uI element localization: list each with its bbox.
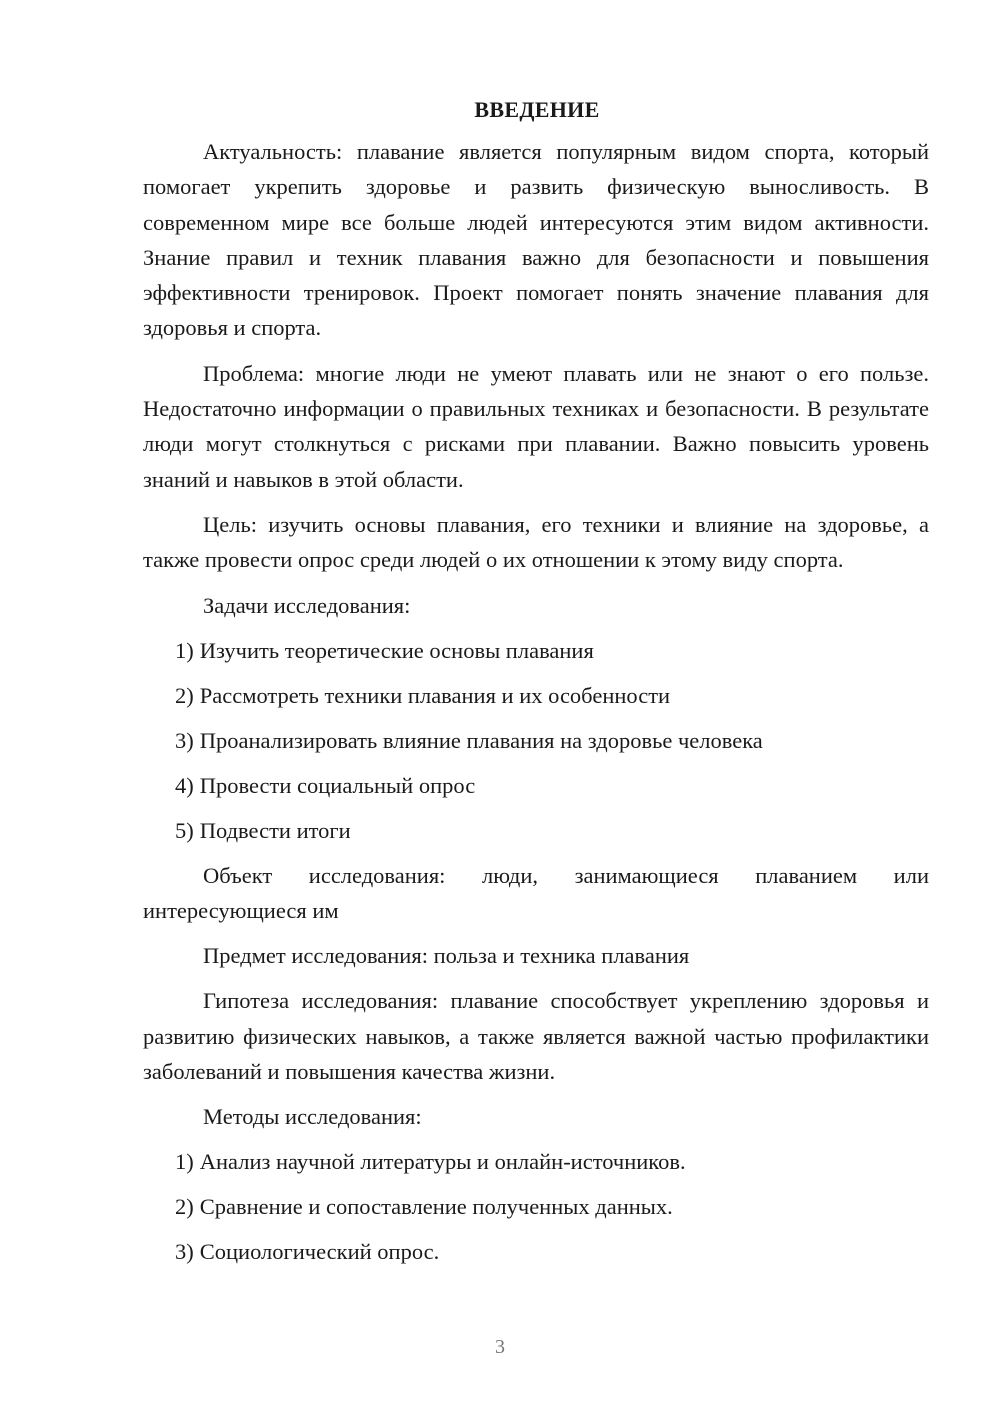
list-item bbox=[143, 633, 929, 668]
methods-list bbox=[143, 1144, 929, 1269]
list-item-number: 2) bbox=[175, 1194, 194, 1220]
list-item-text: Рассмотреть техники плавания и их особенности bbox=[199, 682, 671, 708]
list-item bbox=[143, 813, 929, 848]
relevance-paragraph: Актуальность: плавание является популярным видом спорта, который помогает укрепить здоровье и развить физическую выносливость. В современном мире все больше людей интересуются этим видом активности. Знание правил и техник плавания важно для безопасности и повышения эффективности тренировок. Проект помогает понять значение плавания для здоровья и спорта. bbox=[143, 139, 929, 341]
subject-paragraph: Предмет исследования: польза и техника плавания bbox=[203, 943, 690, 969]
list-item-text: Провести социальный опрос bbox=[199, 772, 476, 798]
list-item-number: 3) bbox=[175, 1239, 194, 1265]
list-item-number: 2) bbox=[175, 682, 194, 708]
list-item-number: 1) bbox=[175, 1149, 194, 1175]
list-item bbox=[143, 1234, 929, 1269]
list-item-text: Подвести итоги bbox=[199, 817, 351, 843]
list-item-text: Социологический опрос. bbox=[199, 1239, 440, 1265]
list-item-number: 4) bbox=[175, 772, 194, 798]
list-item-number: 5) bbox=[175, 817, 194, 843]
goal-paragraph: Цель: изучить основы плавания, его техники и влияние на здоровье, а также провести опрос среди людей о их отношении к этому виду спорта. bbox=[143, 511, 929, 573]
list-item-text: Изучить теоретические основы плавания bbox=[199, 637, 594, 663]
list-item-text: Проанализировать влияние плавания на здоровье человека bbox=[199, 727, 763, 753]
problem-paragraph: Проблема: многие люди не умеют плавать или не знают о его пользе. Недостаточно информации о правильных техниках и безопасности. В результате люди могут столкнуться с рисками при плавании. Важно повысить уровень знаний и навыков в этой области. bbox=[143, 360, 929, 492]
list-item bbox=[143, 723, 929, 758]
list-item-text: Анализ научной литературы и онлайн-источников. bbox=[199, 1149, 686, 1175]
list-item bbox=[143, 768, 929, 803]
tasks-heading: Задачи исследования: bbox=[203, 592, 411, 618]
document-page bbox=[143, 92, 929, 1279]
hypothesis-paragraph: Гипотеза исследования: плавание способствует укреплению здоровья и развитию физических навыков, а также является важной частью профилактики заболеваний и повышения качества жизни. bbox=[143, 988, 929, 1085]
list-item bbox=[143, 678, 929, 713]
list-item-number: 1) bbox=[175, 637, 194, 663]
list-item bbox=[143, 1144, 929, 1179]
page-title: ВВЕДЕНИЕ bbox=[474, 97, 600, 122]
page-number: 3 bbox=[495, 1336, 505, 1358]
list-item-number: 3) bbox=[175, 727, 194, 753]
object-paragraph: Объект исследования: люди, занимающиеся плаванием или интересующиеся им bbox=[143, 862, 929, 923]
list-item bbox=[143, 1189, 929, 1224]
methods-heading: Методы исследования: bbox=[203, 1104, 422, 1130]
list-item-text: Сравнение и сопоставление полученных данных. bbox=[199, 1194, 673, 1220]
tasks-list bbox=[143, 633, 929, 848]
